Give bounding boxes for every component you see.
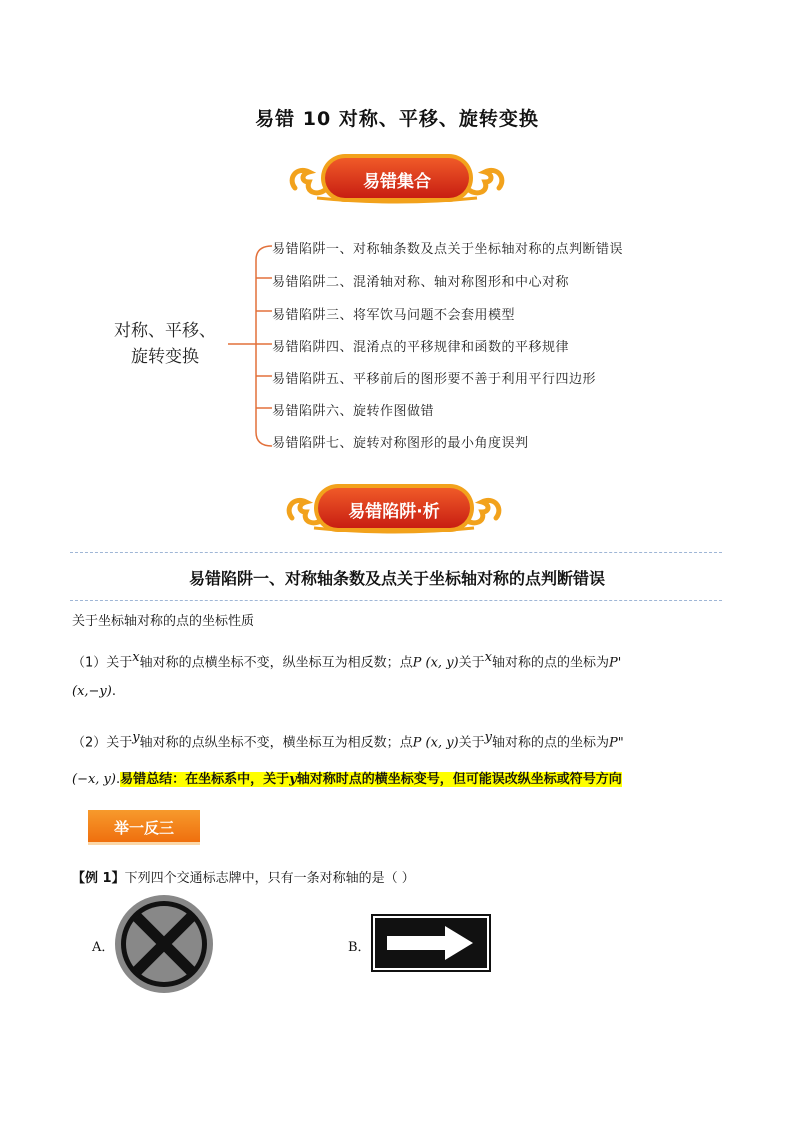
property-2-text-a: （2）关于 bbox=[72, 735, 133, 751]
property-1-text-b: 轴对称的点横坐标不变，纵坐标互为相反数；点 bbox=[139, 655, 413, 671]
example-1-question: 下列四个交通标志牌中，只有一条对称轴的是（ ） bbox=[124, 871, 415, 886]
banner-collection-label: 易错集合 bbox=[363, 172, 431, 192]
property-1-result: (x,−y) bbox=[72, 684, 112, 699]
example-1-label: 【例 1】 bbox=[72, 871, 125, 886]
property-2-text-d: 轴对称的点的坐标为 bbox=[492, 735, 610, 751]
property-2-text-c: 关于 bbox=[458, 735, 485, 751]
error-summary bbox=[120, 772, 622, 787]
mindmap-root bbox=[100, 318, 230, 370]
property-2-point: P (x, y) bbox=[412, 735, 459, 751]
section-intro: 关于坐标轴对称的点的坐标性质 bbox=[72, 614, 255, 629]
property-2-result-line bbox=[72, 768, 622, 787]
mindmap-branch-6: 易错陷阱六、旋转作图做错 bbox=[272, 404, 435, 419]
banner-analysis-label: 易错陷阱·析 bbox=[348, 502, 440, 522]
practice-tab bbox=[88, 810, 200, 846]
property-1-result-name: P' bbox=[608, 655, 622, 671]
property-1-text-a: （1）关于 bbox=[72, 655, 133, 671]
mindmap-branch-7: 易错陷阱七、旋转对称图形的最小角度误判 bbox=[272, 436, 529, 451]
mindmap-branch-3: 易错陷阱三、将军饮马问题不会套用模型 bbox=[272, 308, 516, 323]
property-2-end: . bbox=[115, 772, 121, 787]
practice-tab-label: 举一反三 bbox=[113, 819, 174, 837]
property-2-result-name: P" bbox=[609, 735, 624, 751]
property-1-x2: x bbox=[484, 650, 492, 665]
option-b-label: B． bbox=[348, 940, 371, 955]
mindmap-branch-2: 易错陷阱二、混淆轴对称、轴对称图形和中心对称 bbox=[272, 275, 570, 290]
property-1 bbox=[72, 650, 621, 670]
section-divider-bottom bbox=[70, 600, 722, 601]
mindmap-root-line2: 旋转变换 bbox=[131, 347, 199, 367]
section-title: 易错陷阱一、对称轴条数及点关于坐标轴对称的点判断错误 bbox=[188, 569, 605, 588]
property-2-y: y bbox=[132, 730, 140, 745]
no-stopping-sign-icon bbox=[114, 894, 214, 994]
property-2-y2: y bbox=[484, 730, 492, 745]
error-summary-text-a: 易错总结：在坐标系中，关于 bbox=[120, 772, 290, 787]
example-1 bbox=[72, 867, 415, 886]
property-1-point: P (x, y) bbox=[412, 655, 459, 671]
error-summary-text-b: 轴对称时点的横坐标变号，但可能误改纵坐标或符号方向 bbox=[296, 772, 622, 787]
property-1-x: x bbox=[132, 650, 140, 665]
page-title: 易错 10 对称、平移、旋转变换 bbox=[255, 108, 539, 130]
property-1-result-line bbox=[72, 684, 116, 699]
property-2-result: (−x, y) bbox=[72, 772, 116, 787]
mindmap-connector-lines bbox=[228, 236, 274, 456]
property-2-text-b: 轴对称的点纵坐标不变，横坐标互为相反数；点 bbox=[139, 735, 413, 751]
banner-analysis bbox=[284, 478, 504, 542]
property-1-end: . bbox=[111, 684, 116, 699]
section-divider-top bbox=[70, 552, 722, 553]
mindmap-root-line1: 对称、平移、 bbox=[114, 321, 216, 341]
mindmap-branch-1: 易错陷阱一、对称轴条数及点关于坐标轴对称的点判断错误 bbox=[272, 242, 624, 257]
banner-collection bbox=[287, 148, 507, 212]
property-2 bbox=[72, 730, 624, 750]
error-summary-y: y bbox=[289, 772, 297, 787]
option-a-label: A． bbox=[92, 940, 115, 955]
right-arrow-sign-icon bbox=[371, 914, 491, 972]
mindmap-branch-4: 易错陷阱四、混淆点的平移规律和函数的平移规律 bbox=[272, 340, 570, 355]
property-1-text-c: 关于 bbox=[458, 655, 485, 671]
mindmap-branch-5: 易错陷阱五、平移前后的图形要不善于利用平行四边形 bbox=[272, 372, 597, 387]
property-1-text-d: 轴对称的点的坐标为 bbox=[491, 655, 609, 671]
